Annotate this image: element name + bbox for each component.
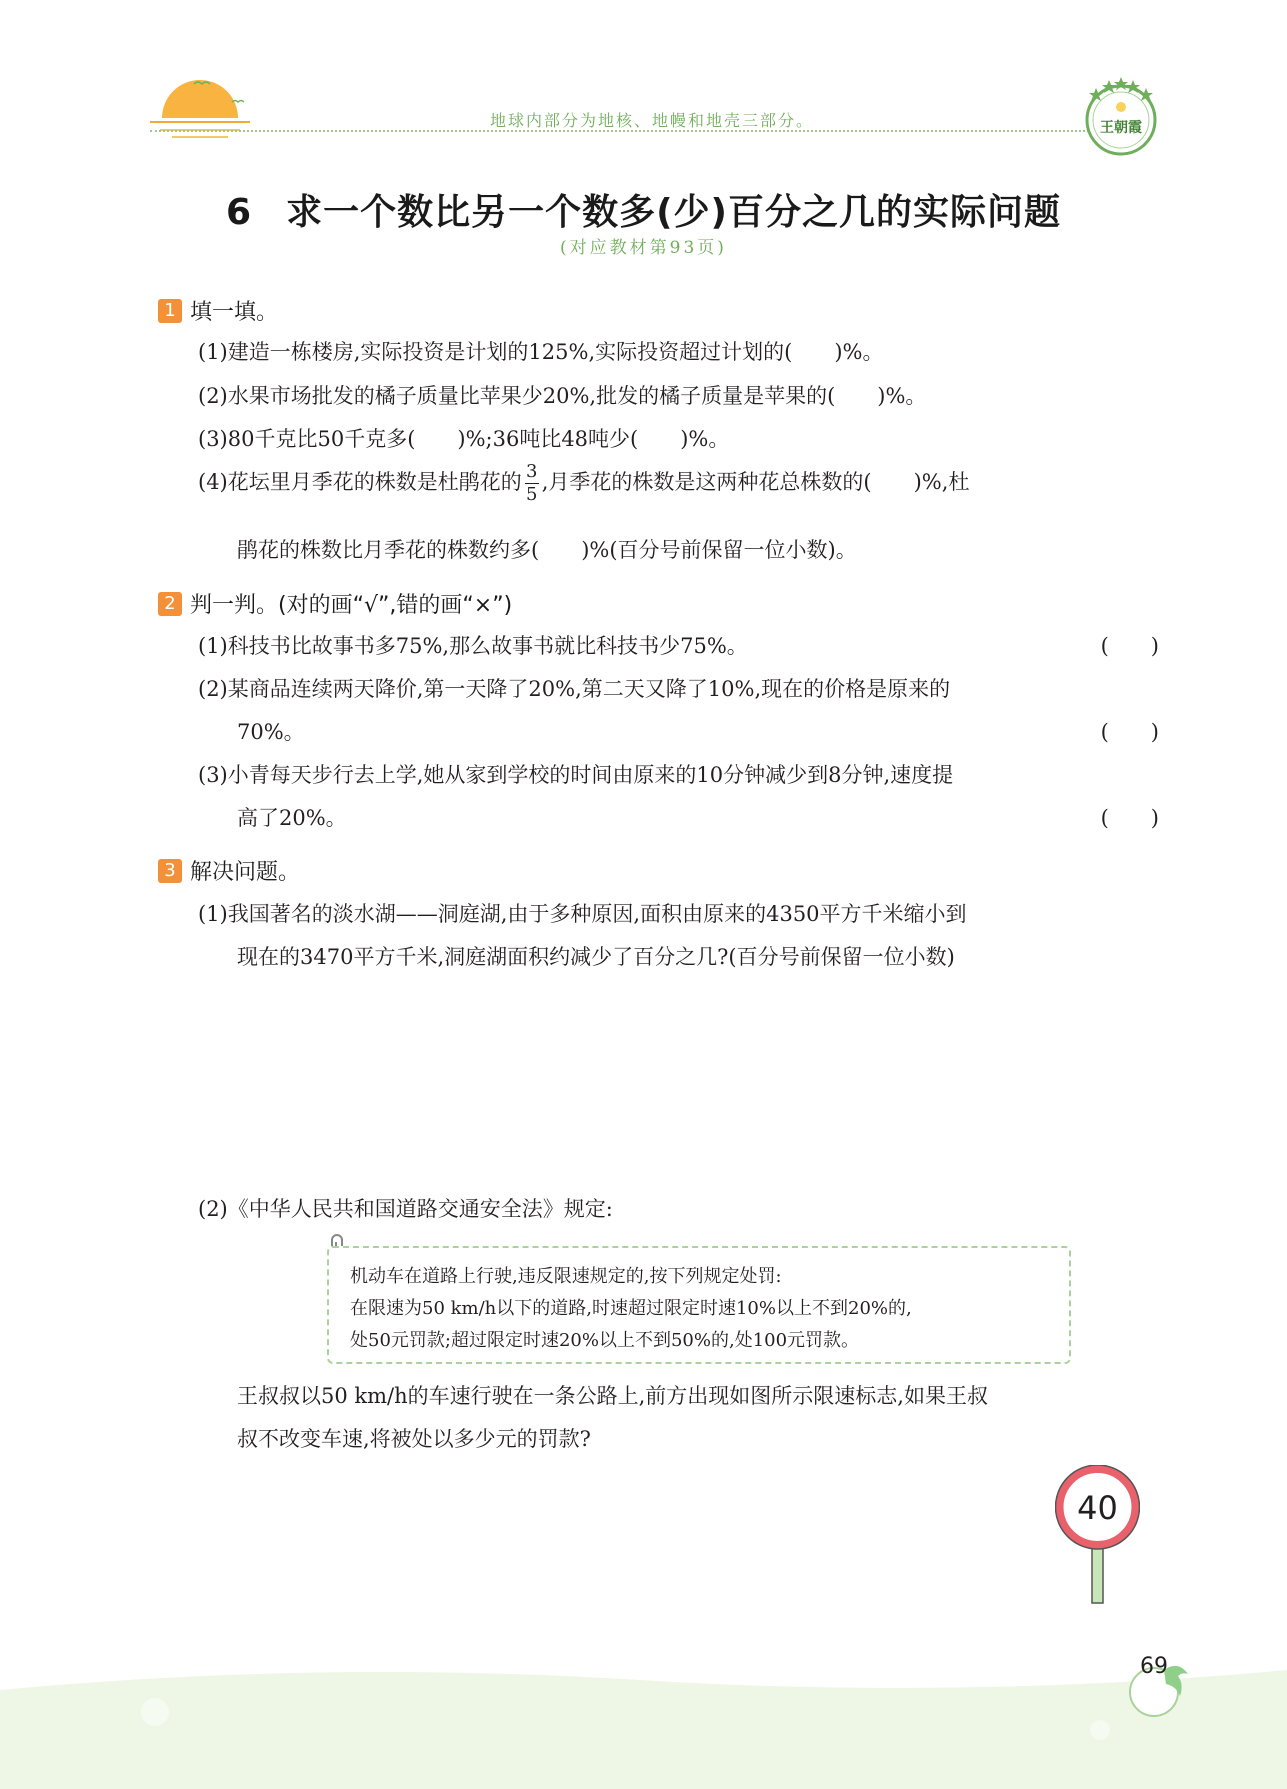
header-note: 地球内部分为地核、地幔和地壳三部分。 — [490, 111, 815, 130]
section-title: 解决问题。 — [190, 860, 301, 885]
sun-decoration-icon — [150, 70, 255, 150]
judge-question-1: (1)科技书比故事书多75%,那么故事书就比科技书少75%。 — [198, 634, 748, 658]
traffic-law-note — [327, 1246, 1071, 1364]
fill-question-1: (1)建造一栋楼房,实际投资是计划的125%,实际投资超过计划的( )%。 — [198, 340, 884, 364]
judge-answer-blank-3[interactable]: ( ) — [1100, 806, 1159, 830]
fill-question-4 — [198, 462, 969, 505]
publisher-logo-icon — [1082, 74, 1160, 160]
judge-answer-blank-1[interactable]: ( ) — [1100, 634, 1159, 658]
fill-question-3: (3)80千克比50千克多( )%;36吨比48吨少( )%。 — [198, 427, 730, 451]
lesson-number: 6 — [226, 192, 253, 233]
solve-question-2-body-2: 叔不改变车速,将被处以多少元的罚款? — [237, 1427, 591, 1451]
fill-question-2: (2)水果市场批发的橘子质量比苹果少20%,批发的橘子质量是苹果的( )%。 — [198, 384, 927, 408]
speed-limit-sign-icon — [1055, 1465, 1140, 1605]
judge-question-2-continued: 70%。 — [237, 720, 305, 744]
section-heading-judge — [158, 588, 512, 619]
judge-question-3-continued: 高了20%。 — [237, 806, 347, 830]
logo-text: 王朝霞 — [1100, 120, 1142, 136]
lesson-subtitle: (对应教材第93页) — [560, 238, 727, 258]
fraction-numerator: 3 — [526, 461, 538, 482]
section-badge: 2 — [158, 592, 182, 616]
fraction — [525, 462, 539, 505]
judge-question-3: (3)小青每天步行去上学,她从家到学校的时间由原来的10分钟减少到8分钟,速度提 — [198, 763, 954, 787]
section-heading-solve — [158, 855, 300, 886]
fraction-denominator: 5 — [526, 484, 538, 505]
section-title: 填一填。 — [190, 300, 279, 325]
fill-question-4-prefix: (4)花坛里月季花的株数是杜鹃花的 — [198, 470, 522, 494]
page-title — [0, 184, 1287, 235]
speed-limit-value: 40 — [1077, 1489, 1118, 1527]
page-number: 69 — [1140, 1654, 1168, 1679]
rule-line-3: 处50元罚款;超过限定时速20%以上不到50%的,处100元罚款。 — [350, 1330, 860, 1351]
solve-question-2-body-1: 王叔叔以50 km/h的车速行驶在一条公路上,前方出现如图所示限速标志,如果王叔 — [237, 1384, 988, 1408]
rule-line-2: 在限速为50 km/h以下的道路,时速超过限定时速10%以上不到20%的, — [350, 1298, 912, 1319]
judge-answer-blank-2[interactable]: ( ) — [1100, 720, 1159, 744]
section-badge: 1 — [158, 299, 182, 323]
rule-line-1: 机动车在道路上行驶,违反限速规定的,按下列规定处罚: — [350, 1266, 782, 1287]
fill-question-4-continued: 鹃花的株数比月季花的株数约多( )%(百分号前保留一位小数)。 — [237, 538, 857, 562]
fill-question-4-suffix: ,月季花的株数是这两种花总株数的( )%,杜 — [541, 470, 970, 494]
solve-question-1: (1)我国著名的淡水湖——洞庭湖,由于多种原因,面积由原来的4350平方千米缩小到 — [198, 902, 967, 926]
section-badge: 3 — [158, 859, 182, 883]
solve-question-1-continued: 现在的3470平方千米,洞庭湖面积约减少了百分之几?(百分号前保留一位小数) — [237, 945, 955, 969]
judge-question-2: (2)某商品连续两天降价,第一天降了20%,第二天又降了10%,现在的价格是原来的 — [198, 677, 951, 701]
section-title: 判一判。(对的画“√”,错的画“×”) — [190, 593, 513, 618]
section-heading-fill — [158, 295, 278, 326]
lesson-title: 求一个数比另一个数多(少)百分之几的实际问题 — [286, 192, 1061, 233]
solve-question-2: (2)《中华人民共和国道路交通安全法》规定: — [198, 1197, 613, 1221]
footer-wave-decoration — [0, 1650, 1287, 1789]
